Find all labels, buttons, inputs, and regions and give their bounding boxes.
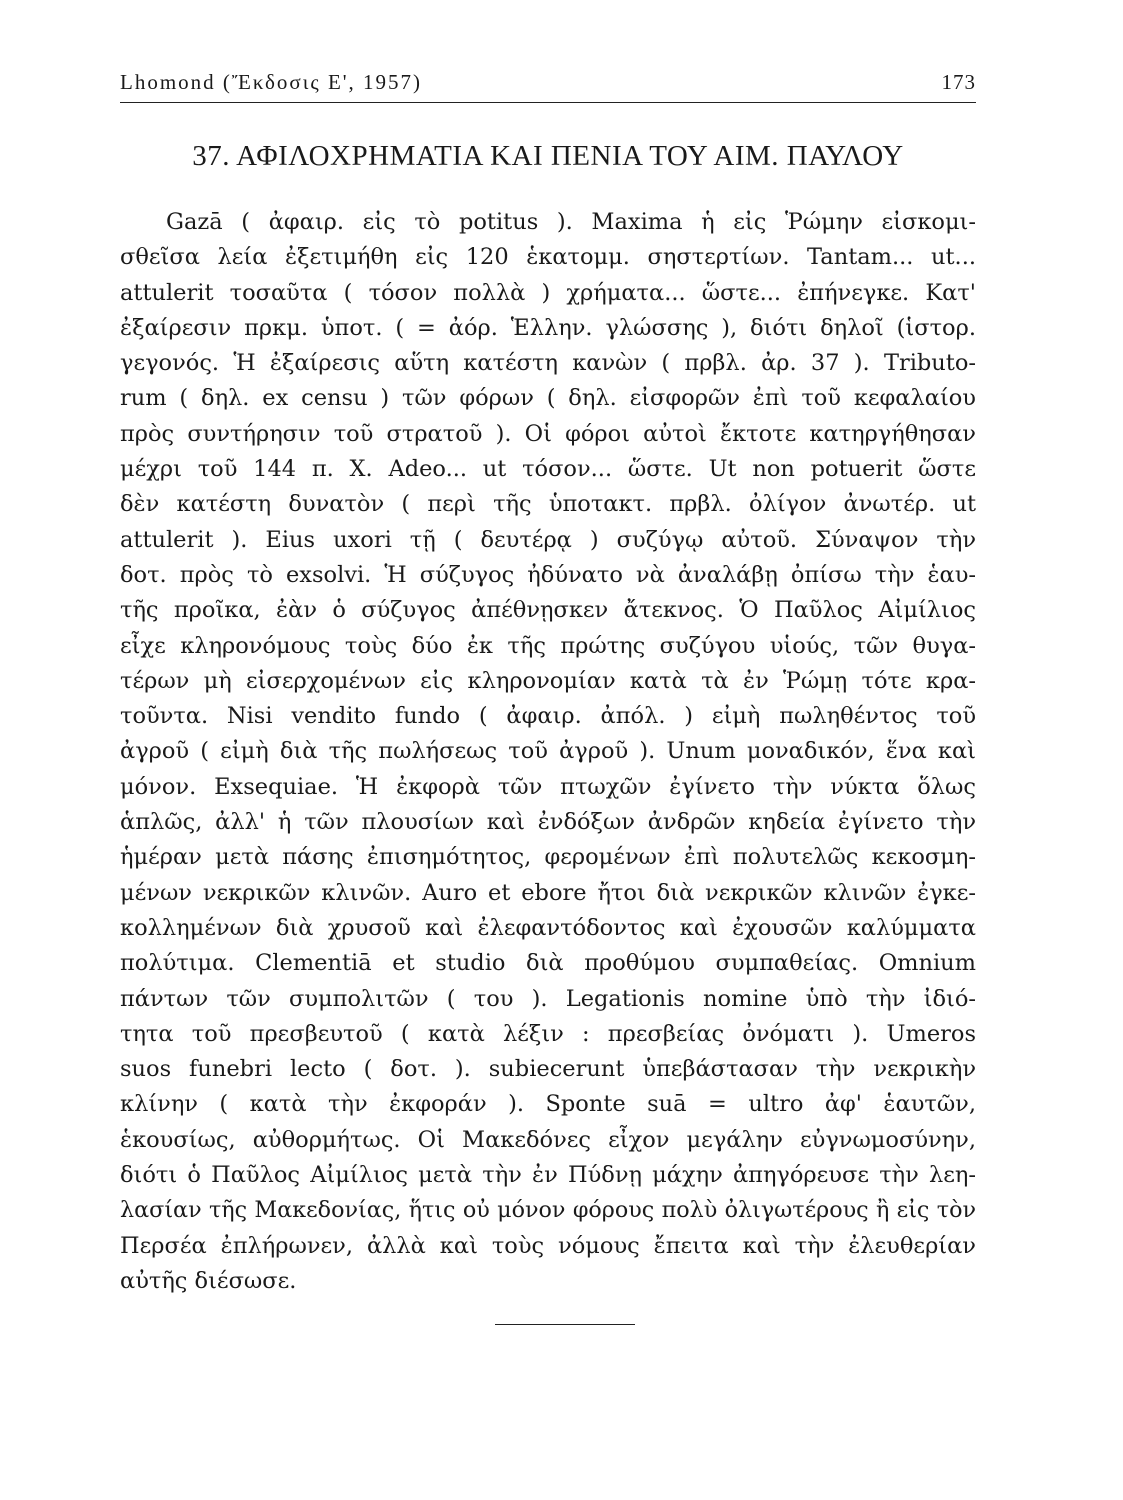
- running-title: Lhomond (Ἔκδοσις Ε', 1957): [120, 70, 423, 94]
- text-line: μέχρι τοῦ 144 π. Χ. Adeo... ut τόσον... ὥστε. Ut non potuerit ὥστε: [120, 456, 976, 483]
- text-line: Περσέα ἐπλήρωνεν, ἀλλὰ καὶ τοὺς νόμους ἔπειτα καὶ τὴν ἐλευθερίαν: [120, 1232, 976, 1259]
- text-line: κολλημένων διὰ χρυσοῦ καὶ ἐλεφαντόδοντος καὶ ἐχουσῶν καλύμματα: [120, 914, 976, 941]
- text-line: διότι ὁ Παῦλος Αἰμίλιος μετὰ τὴν ἐν Πύδνῃ μάχην ἀπηγόρευσε τὴν λεη-: [120, 1162, 976, 1189]
- text-line: τέρων μὴ εἰσερχομένων εἰς κληρονομίαν κατὰ τὰ ἐν Ῥώμῃ τότε κρα-: [120, 667, 976, 694]
- text-line: λασίαν τῆς Μακεδονίας, ἥτις οὐ μόνον φόρους πολὺ ὀλιγωτέρους ἢ εἰς τὸν: [120, 1197, 976, 1224]
- end-rule: [495, 1324, 635, 1325]
- chapter-title: 37. ΑΦΙΛΟΧΡΗΜΑΤΙΑ ΚΑΙ ΠΕΝΙΑ ΤΟΥ ΑΙΜ. ΠΑΥΛΟΥ: [192, 140, 904, 172]
- text-line: μένων νεκρικῶν κλινῶν. Auro et ebore ἤτοι διὰ νεκρικῶν κλινῶν ἐγκε-: [120, 879, 976, 906]
- running-header: [120, 66, 976, 103]
- text-line: δὲν κατέστη δυνατὸν ( περὶ τῆς ὑποτακτ. πρβλ. ὀλίγον ἀνωτέρ. ut: [120, 491, 976, 518]
- text-line: Gazā ( ἀφαιρ. εἰς τὸ potitus ). Maxima ἡ εἰς Ῥώμην εἰσκομι-: [166, 209, 976, 235]
- text-line: τῆς προῖκα, ἐὰν ὁ σύζυγος ἀπέθνῃσκεν ἄτεκνος. Ὁ Παῦλος Αἰμίλιος: [120, 597, 976, 624]
- text-line: κλίνην ( κατὰ τὴν ἐκφοράν ). Sponte suā = ultro ἀφ' ἑαυτῶν,: [120, 1091, 976, 1118]
- text-line: ἀγροῦ ( εἰμὴ διὰ τῆς πωλήσεως τοῦ ἀγροῦ ). Unum μοναδικόν, ἕνα καὶ: [120, 738, 976, 765]
- commentary-body: [120, 205, 976, 1299]
- text-line: πρὸς συντήρησιν τοῦ στρατοῦ ). Οἱ φόροι αὐτοὶ ἔκτοτε κατηργήθησαν: [120, 420, 976, 447]
- text-line: μόνον. Exsequiae. Ἡ ἐκφορὰ τῶν πτωχῶν ἐγίνετο τὴν νύκτα ὅλως: [120, 773, 976, 800]
- text-line: πολύτιμα. Clementiā et studio διὰ προθύμου συμπαθείας. Omnium: [120, 950, 976, 977]
- text-line: τοῦντα. Nisi vendito fundo ( ἀφαιρ. ἀπόλ. ) εἰμὴ πωληθέντος τοῦ: [120, 703, 976, 730]
- text-line: σθεῖσα λεία ἐξετιμήθη εἰς 120 ἑκατομμ. σηστερτίων. Tantam... ut...: [120, 244, 976, 271]
- text-line: attulerit ). Eius uxori τῇ ( δευτέρᾳ ) συζύγῳ αὐτοῦ. Σύναψον τὴν: [120, 526, 976, 553]
- text-line: ἑκουσίως, αὐθορμήτως. Οἱ Μακεδόνες εἶχον μεγάλην εὐγνωμοσύνην,: [120, 1126, 976, 1153]
- text-line: ἁπλῶς, ἀλλ' ἡ τῶν πλουσίων καὶ ἐνδόξων ἀνδρῶν κηδεία ἐγίνετο τὴν: [120, 809, 976, 836]
- text-line-last: αὐτῆς διέσωσε.: [120, 1267, 297, 1294]
- text-line: ἡμέραν μετὰ πάσης ἐπισημότητος, φερομένων ἐπὶ πολυτελῶς κεκοσμη-: [120, 844, 976, 871]
- page-number: 173: [941, 70, 976, 94]
- text-line: rum ( δηλ. ex censu ) τῶν φόρων ( δηλ. εἰσφορῶν ἐπὶ τοῦ κεφαλαίου: [120, 385, 976, 412]
- text-line: γεγονός. Ἡ ἐξαίρεσις αὕτη κατέστη κανὼν ( πρβλ. ἀρ. 37 ). Tributo-: [120, 350, 976, 377]
- text-line: δοτ. πρὸς τὸ exsolvi. Ἡ σύζυγος ἠδύνατο νὰ ἀναλάβῃ ὀπίσω τὴν ἑαυ-: [120, 561, 976, 588]
- text-line: suos funebri lecto ( δοτ. ). subiecerunt ὑπεβάστασαν τὴν νεκρικὴν: [120, 1056, 976, 1083]
- text-line: ἐξαίρεσιν πρκμ. ὑποτ. ( = ἀόρ. Ἑλλην. γλώσσης ), διότι δηλοῖ (ἱστορ.: [120, 314, 976, 341]
- text-line: τητα τοῦ πρεσβευτοῦ ( κατὰ λέξιν : πρεσβείας ὀνόματι ). Umeros: [120, 1020, 976, 1047]
- text-line: εἶχε κληρονόμους τοὺς δύο ἐκ τῆς πρώτης συζύγου υἱούς, τῶν θυγα-: [120, 632, 976, 659]
- text-line: πάντων τῶν συμπολιτῶν ( του ). Legationis nomine ὑπὸ τὴν ἰδιό-: [120, 985, 976, 1012]
- text-line: attulerit τοσαῦτα ( τόσον πολλὰ ) χρήματα... ὥστε... ἐπήνεγκε. Κατ': [120, 279, 976, 306]
